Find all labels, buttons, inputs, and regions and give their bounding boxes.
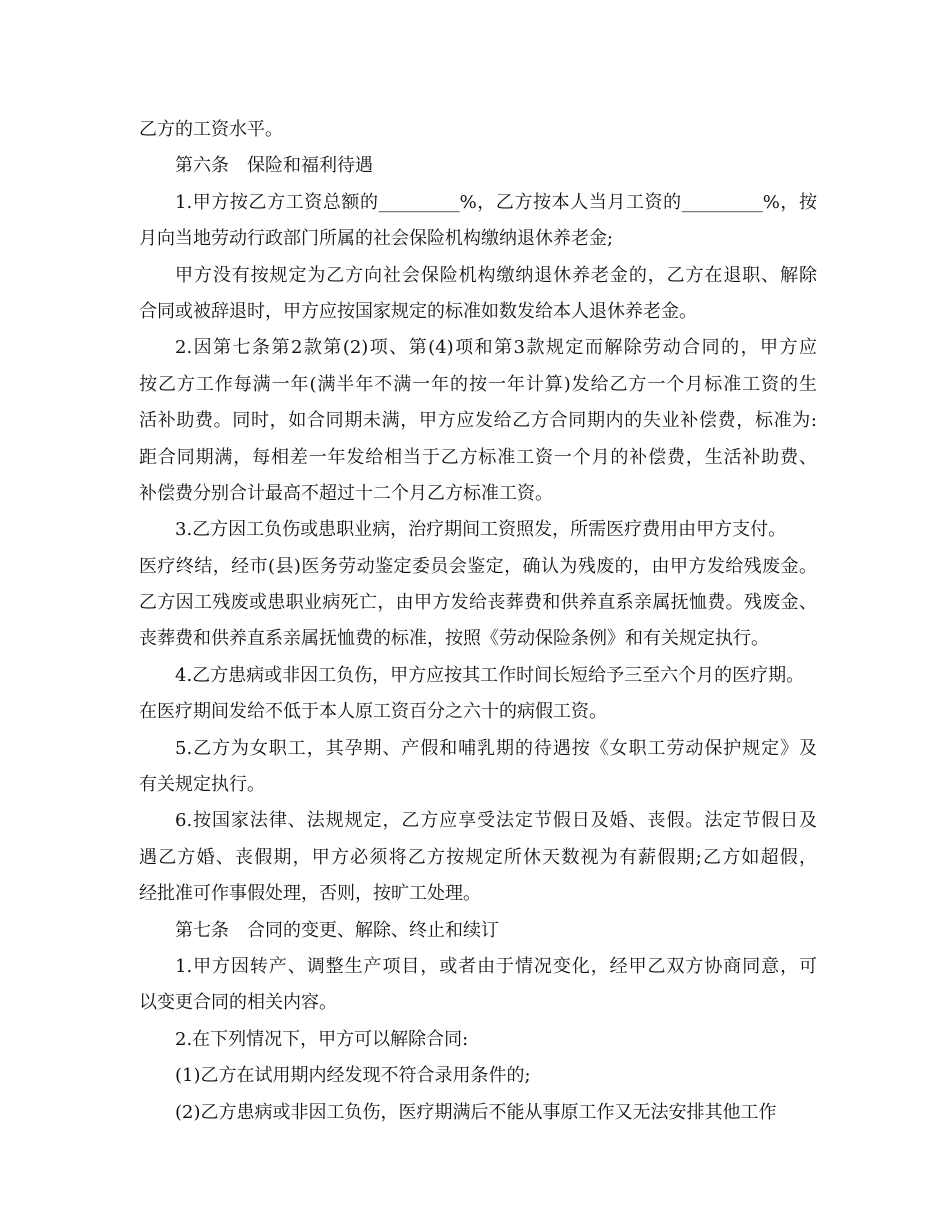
text-line: 甲方没有按规定为乙方向社会保险机构缴纳退休养老金的，乙方在退职、解除 — [175, 264, 817, 286]
text-line: 按乙方工作每满一年(满半年不满一年的按一年计算)发给乙方一个月标准工资的生 — [139, 373, 817, 395]
text-line: 以变更合同的相关内容。 — [139, 992, 337, 1014]
text-line: 3.乙方因工负伤或患职业病，治疗期间工资照发，所需医疗费用由甲方支付。 — [175, 519, 787, 541]
text-line: 乙方的工资水平。 — [139, 119, 283, 140]
text-line: 4.乙方患病或非因工负伤，甲方应按其工作时间长短给予三至六个月的医疗期。 — [175, 664, 805, 686]
text-line: 月向当地劳动行政部门所属的社会保险机构缴纳退休养老金; — [139, 228, 614, 250]
text-line: 医疗终结，经市(县)医务劳动鉴定委员会鉴定，确认为残废的，由甲方发给残废金。 — [139, 555, 817, 577]
section-heading: 第六条 保险和福利待遇 — [175, 155, 373, 177]
text-line: 乙方因工残废或患职业病死亡，由甲方发给丧葬费和供养直系亲属抚恤费。残废金、 — [139, 592, 817, 614]
text-line: 2.在下列情况下，甲方可以解除合同: — [175, 1028, 469, 1050]
text-line: 经批准可作事假处理，否则，按旷工处理。 — [139, 883, 481, 905]
text-line: 1.甲方因转产、调整生产项目，或者由于情况变化，经甲乙双方协商同意，可 — [175, 955, 817, 977]
text-line: 5.乙方为女职工，其孕期、产假和哺乳期的待遇按《女职工劳动保护规定》及 — [175, 737, 817, 759]
text-line: 有关规定执行。 — [139, 774, 265, 796]
text-line: 遇乙方婚、丧假期，甲方必须将乙方按规定所休天数视为有薪假期;乙方如超假， — [139, 846, 817, 868]
document-page — [139, 112, 817, 1131]
list-item: (1)乙方在试用期内经发现不符合录用条件的; — [175, 1065, 531, 1087]
text-line: 1.甲方按乙方工资总额的_________%，乙方按本人当月工资的_________%，按 — [175, 191, 817, 213]
text-line: 活补助费。同时，如合同期未满，甲方应发给乙方合同期内的失业补偿费，标准为: — [139, 410, 817, 432]
text-line: 6.按国家法律、法规规定，乙方应享受法定节假日及婚、丧假。法定节假日及 — [175, 810, 817, 832]
text-line: 丧葬费和供养直系亲属抚恤费的标准，按照《劳动保险条例》和有关规定执行。 — [139, 628, 769, 650]
text-line: 合同或被辞退时，甲方应按国家规定的标准如数发给本人退休养老金。 — [139, 300, 697, 322]
text-line: 2.因第七条第2款第(2)项、第(4)项和第3款规定而解除劳动合同的，甲方应 — [175, 337, 817, 359]
text-line: 在医疗期间发给不低于本人原工资百分之六十的病假工资。 — [139, 701, 607, 723]
text-line: 距合同期满，每相差一年发给相当于乙方标准工资一个月的补偿费，生活补助费、 — [139, 446, 817, 468]
text-line: 补偿费分别合计最高不超过十二个月乙方标准工资。 — [139, 482, 553, 504]
list-item: (2)乙方患病或非因工负伤，医疗期满后不能从事原工作又无法安排其他工作 — [175, 1101, 777, 1123]
section-heading: 第七条 合同的变更、解除、终止和续订 — [175, 919, 499, 941]
